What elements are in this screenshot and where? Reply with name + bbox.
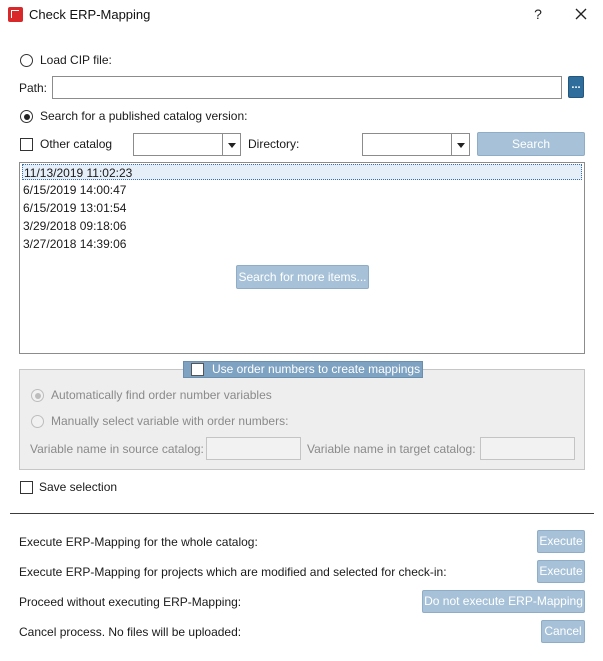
search-button[interactable]: Search [477, 132, 585, 156]
divider [10, 513, 594, 514]
execute-whole-catalog-button[interactable]: Execute [537, 530, 585, 553]
do-not-execute-button[interactable]: Do not execute ERP-Mapping [422, 590, 585, 613]
directory-select[interactable] [362, 133, 470, 156]
directory-label: Directory: [248, 137, 300, 151]
source-variable-input[interactable] [206, 437, 301, 460]
list-item[interactable]: 6/15/2019 13:01:54 [23, 201, 127, 215]
search-more-button[interactable]: Search for more items... [236, 265, 369, 289]
save-selection-label: Save selection [39, 480, 118, 494]
search-published-radio[interactable] [20, 110, 33, 123]
cancel-button[interactable]: Cancel [541, 620, 585, 643]
list-item[interactable]: 6/15/2019 14:00:47 [23, 183, 127, 197]
catalog-version-list[interactable] [19, 162, 585, 354]
use-order-numbers-label: Use order numbers to create mappings [212, 362, 421, 376]
list-item[interactable]: 3/27/2018 14:39:06 [23, 237, 127, 251]
list-item[interactable]: 11/13/2019 11:02:23 [22, 164, 582, 180]
help-button[interactable]: ? [534, 6, 542, 22]
projects-label: Execute ERP-Mapping for projects which are modified and selected for check-in: [19, 565, 447, 579]
chevron-down-icon [451, 134, 469, 155]
order-numbers-group-header[interactable] [183, 361, 423, 378]
load-cip-radio[interactable] [20, 54, 33, 67]
target-variable-input[interactable] [480, 437, 575, 460]
manual-select-label: Manually select variable with order numbers: [51, 414, 289, 428]
path-label: Path: [19, 81, 48, 95]
other-catalog-label: Other catalog [40, 137, 113, 151]
save-selection-checkbox[interactable] [20, 481, 33, 494]
target-variable-label: Variable name in target catalog: [307, 442, 476, 456]
source-variable-label: Variable name in source catalog: [30, 442, 204, 456]
order-numbers-group [19, 369, 585, 470]
app-icon [8, 7, 23, 22]
browse-button[interactable]: ... [568, 76, 584, 98]
chevron-down-icon [222, 134, 240, 155]
auto-find-label: Automatically find order number variables [51, 388, 272, 402]
use-order-numbers-checkbox[interactable] [191, 363, 204, 376]
window-title: Check ERP-Mapping [29, 7, 151, 22]
close-icon [568, 2, 594, 26]
other-catalog-checkbox[interactable] [20, 138, 33, 151]
manual-select-radio[interactable] [31, 415, 44, 428]
title-bar [0, 0, 603, 30]
search-published-label: Search for a published catalog version: [40, 109, 248, 123]
cancel-label: Cancel process. No files will be uploaded: [19, 625, 242, 639]
whole-catalog-label: Execute ERP-Mapping for the whole catalog: [19, 535, 258, 549]
auto-find-radio[interactable] [31, 389, 44, 402]
load-cip-label: Load CIP file: [40, 53, 112, 67]
list-item[interactable]: 3/29/2018 09:18:06 [23, 219, 127, 233]
close-button[interactable] [568, 2, 594, 26]
execute-projects-button[interactable]: Execute [537, 560, 585, 583]
other-catalog-select[interactable] [133, 133, 241, 156]
proceed-label: Proceed without executing ERP-Mapping: [19, 595, 242, 609]
path-input[interactable] [52, 76, 562, 99]
